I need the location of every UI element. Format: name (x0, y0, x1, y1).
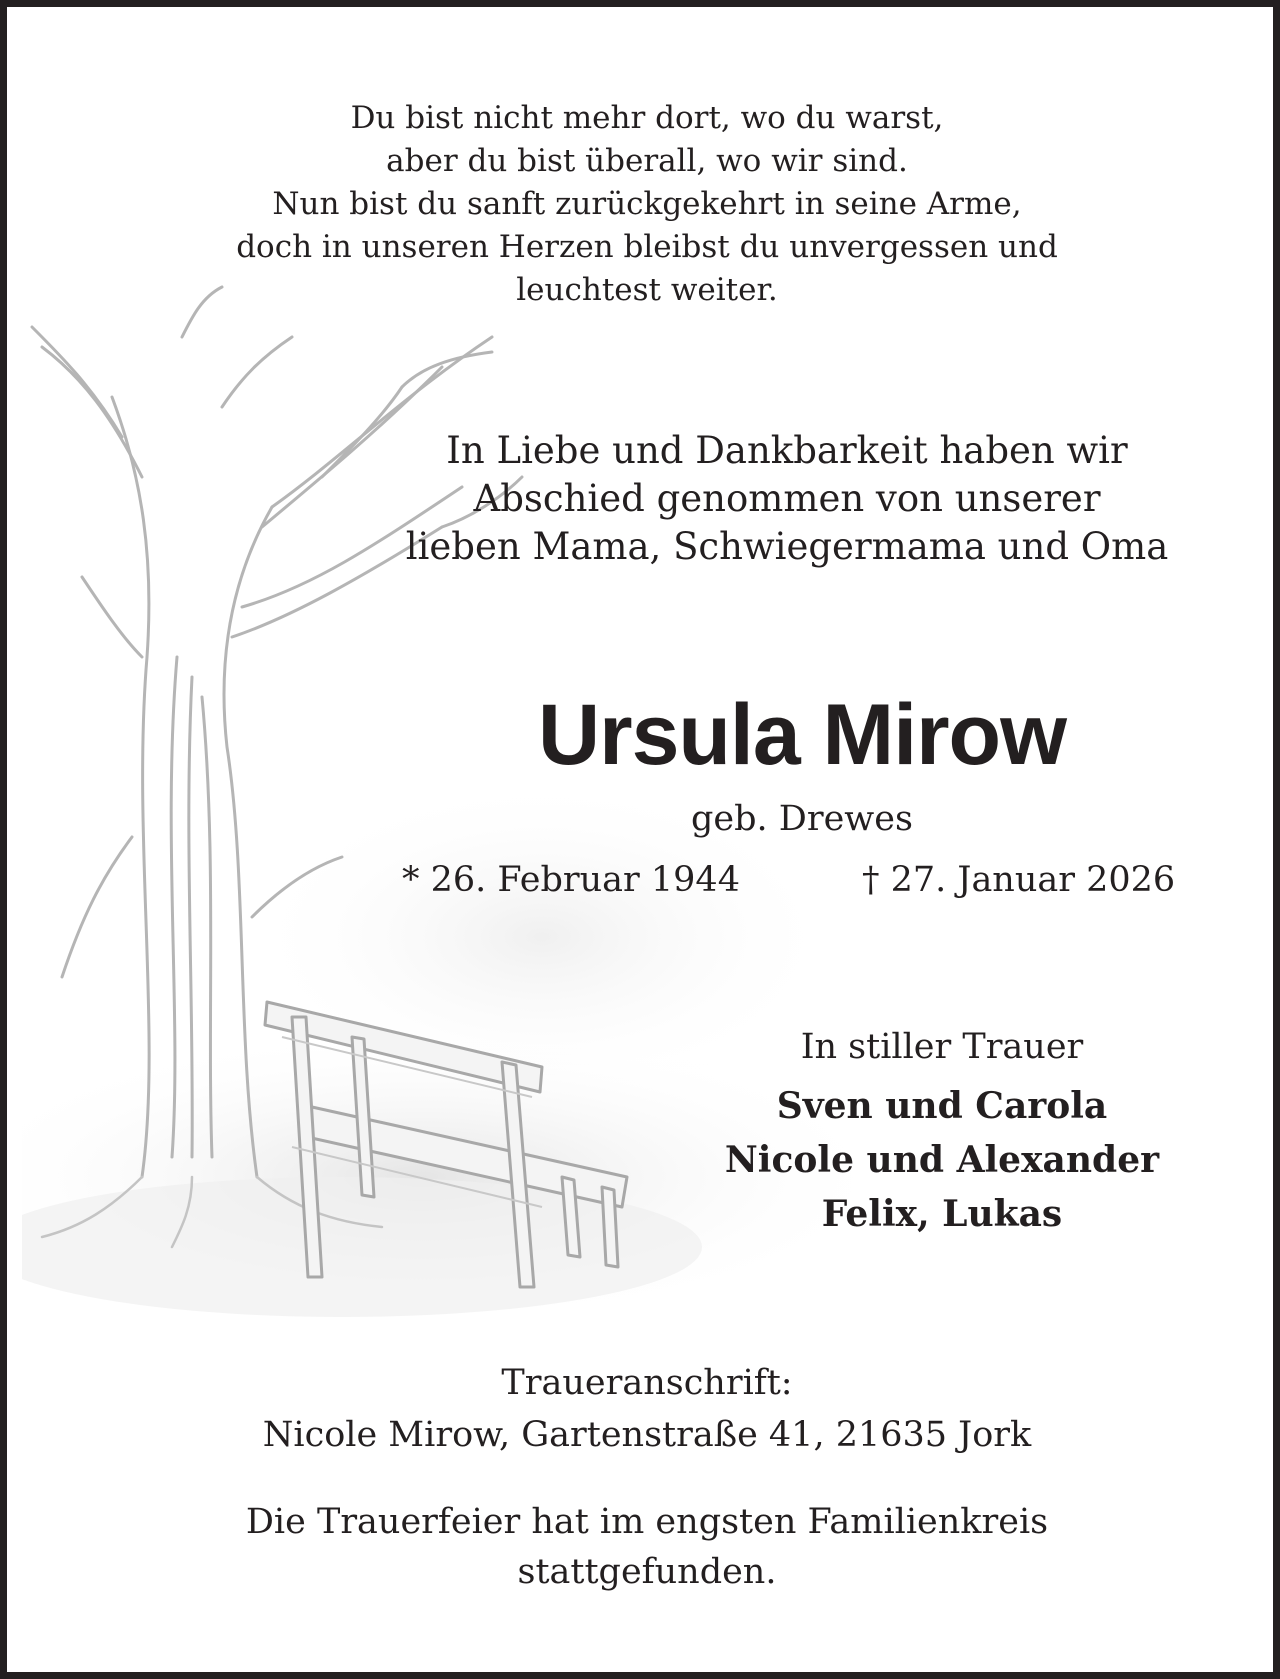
mourner-name: Nicole und Alexander (724, 1139, 1160, 1181)
poem (97, 97, 1197, 312)
ceremony-note (147, 1497, 1147, 1597)
intro-line: Abschied genommen von unserer (473, 477, 1101, 520)
poem-line: Nun bist du sanft zurückgekehrt in seine Arme, (272, 186, 1022, 222)
address-label: Traueranschrift: (501, 1363, 793, 1403)
mourner-name: Sven und Carola (776, 1085, 1108, 1127)
mourners-heading: In stiller Trauer (800, 1027, 1084, 1067)
deceased-name: Ursula Mirow (538, 687, 1066, 783)
mourners-list (672, 1079, 1212, 1241)
poem-line: aber du bist überall, wo wir sind. (386, 143, 908, 179)
intro-line: In Liebe und Dankbarkeit haben wir (446, 429, 1128, 472)
intro-line: lieben Mama, Schwiegermama und Oma (405, 525, 1169, 568)
ceremony-line: stattgefunden. (517, 1552, 777, 1592)
maiden-name: geb. Drewes (691, 799, 913, 839)
intro-text (337, 427, 1237, 571)
death-date: † 27. Januar 2026 (862, 860, 1176, 900)
poem-line: leuchtest weiter. (516, 272, 778, 308)
birth-date: * 26. Februar 1944 (402, 860, 740, 900)
poem-line: doch in unseren Herzen bleibst du unvergessen und (236, 229, 1058, 265)
poem-line: Du bist nicht mehr dort, wo du warst, (350, 100, 944, 136)
address-line: Nicole Mirow, Gartenstraße 41, 21635 Jork (262, 1415, 1032, 1455)
ceremony-line: Die Trauerfeier hat im engsten Familienkreis (245, 1502, 1049, 1542)
mourner-name: Felix, Lukas (821, 1193, 1063, 1235)
mourning-address (197, 1357, 1097, 1461)
